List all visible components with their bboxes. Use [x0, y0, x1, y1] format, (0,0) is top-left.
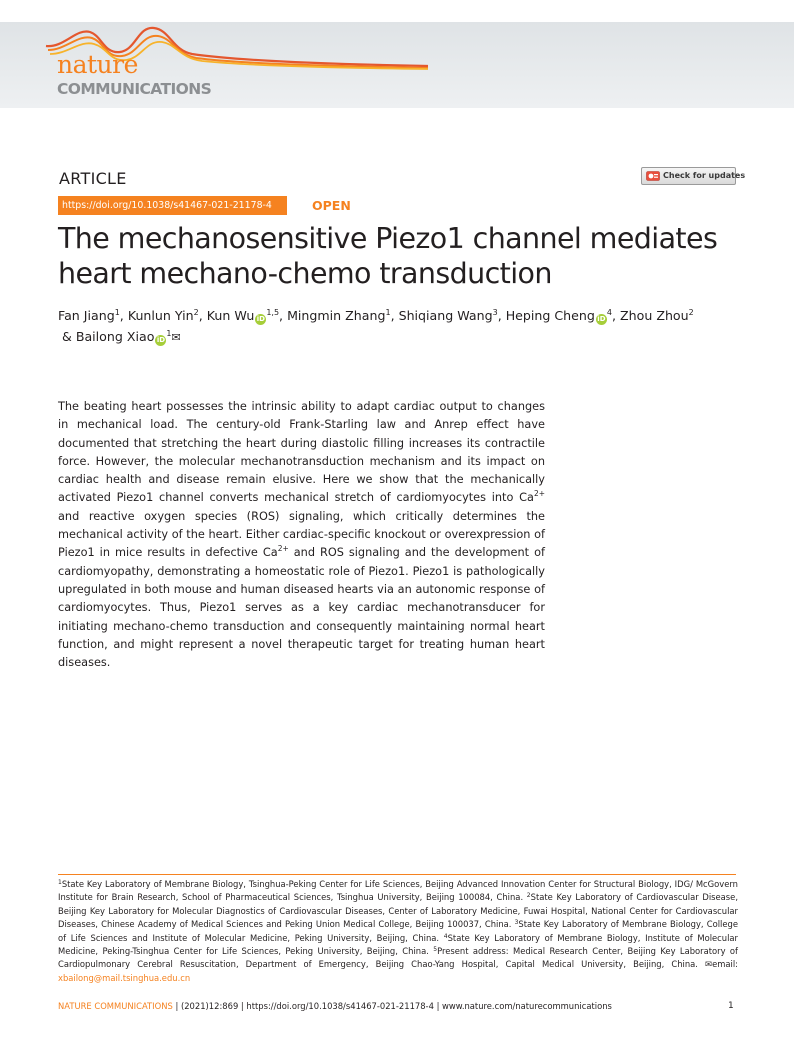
logo-word-communications: COMMUNICATIONS	[57, 80, 212, 98]
author[interactable]	[58, 308, 120, 323]
corresponding-email-link[interactable]: xbailong@mail.tsinghua.edu.cn	[58, 972, 191, 983]
check-for-updates-button[interactable]	[641, 167, 746, 185]
footer-citation: | (2021)12:869 | https://doi.org/10.1038/s41467-021-21178-4 | www.nature.com/naturecommunications	[172, 1001, 612, 1011]
abstract-text-1: The beating heart possesses the intrinsic ability to adapt cardiac output to changes in mechanical load. The century-old Frank-Starling law and Anrep effect have documented that stretching the heart during diastolic filling increases its contractile force. However, the molecular mechanotransduction mechanism and its impact on cardiac health and disease remain elusive. Here we show that the mechanically activated Piezo1 channel converts mechanical stretch of cardiomyocytes into Ca	[58, 400, 545, 505]
orcid-icon[interactable]: iD	[156, 336, 166, 344]
author-affiliation-number: 1	[114, 308, 120, 317]
page-number: 1	[728, 1001, 734, 1011]
corresponding-author-mail-icon: ✉	[171, 331, 181, 344]
author[interactable]	[287, 308, 391, 323]
affiliation-number-3: 3	[514, 919, 519, 927]
author-separator: ,	[497, 308, 506, 323]
affiliation-number-1: 1	[58, 879, 62, 886]
author[interactable]	[620, 308, 694, 323]
abstract	[58, 398, 545, 672]
author-affiliation-number: 3	[492, 308, 498, 317]
author-affiliation-number: 4	[606, 308, 612, 317]
author[interactable]	[207, 308, 279, 323]
open-access-label: OPEN	[312, 198, 351, 213]
author[interactable]	[76, 329, 181, 344]
article-type-label: ARTICLE	[59, 169, 127, 188]
title-line-2: heart mechano-chemo transduction	[58, 257, 552, 290]
author-separator: &	[58, 329, 76, 344]
article-title	[58, 221, 748, 291]
author-affiliation-number: 2	[193, 308, 199, 317]
author-separator: ,	[198, 308, 207, 323]
author-name: Zhou Zhou	[620, 308, 689, 323]
affiliation-number-5: 5	[433, 946, 438, 954]
affiliation-number-2: 2	[526, 892, 531, 900]
page-footer	[58, 999, 618, 1013]
author[interactable]	[506, 308, 612, 323]
author-affiliation-number: 1	[385, 308, 391, 317]
author-separator: ,	[390, 308, 399, 323]
email-label: email:	[712, 959, 738, 970]
footnote-divider	[58, 874, 736, 875]
author-name: Kun Wu	[206, 308, 255, 323]
author-affiliation-number: 2	[688, 308, 694, 317]
affiliation-5: Present address: Medical Research Center, Beijing Key Laboratory of Cardiopulmonary Cerebral Resuscitation, Department of Emergency, Beijing Chao-Yang Hospital, Capital Medical University, Beijing, China.	[58, 946, 738, 970]
author-name: Shiqiang Wang	[398, 308, 493, 323]
author-affiliation-number: 1	[166, 329, 172, 338]
author-separator: ,	[119, 308, 128, 323]
abstract-superscript-2: 2+	[277, 544, 289, 554]
footer-journal-name: NATURE COMMUNICATIONS	[58, 1001, 173, 1011]
logo-word-nature: nature	[57, 50, 138, 79]
affiliation-4: State Key Laboratory of Membrane Biology, Institute of Molecular Medicine, Peking-Tsinghua Center for Life Sciences, Peking University, Beijing, China.	[58, 932, 738, 957]
affiliation-1: State Key Laboratory of Membrane Biology, Tsinghua-Peking Center for Life Sciences, Beijing Advanced Innovation Center for Structural Biology, IDG/ McGovern Institute for Brain Research, School of Pharmaceutical Sciences, Tsinghua University, Beijing 100084, China.	[58, 879, 738, 903]
orcid-icon[interactable]: iD	[597, 315, 606, 323]
affiliation-2: State Key Laboratory of Cardiovascular Disease, Beijing Key Laboratory for Molecular Diagnostics of Cardiovascular Diseases, Center of Laboratory Medicine, Fuwai Hospital, National Center for Cardiovascular Diseases, Chinese Academy of Medical Sciences and Peking Union Medical College, Beijing 100037, China.	[58, 892, 738, 930]
author-name: Kunlun Yin	[127, 308, 194, 323]
author-list	[58, 305, 738, 348]
check-updates-icon	[646, 171, 660, 181]
author-name: Fan Jiang	[58, 308, 115, 323]
abstract-text-3: and ROS signaling and the development of cardiomyopathy, demonstrating a homeostatic role of Piezo1. Piezo1 is pathologically upregulated in both mouse and human diseased hearts via an autonomic response of cardiomyocytes. Thus, Piezo1 serves as a key cardiac mechanotransducer for initiating mechano-chemo transduction and consequently maintaining normal heart function, and might represent a novel therapeutic target for treating human heart diseases.	[58, 546, 545, 670]
affiliations	[58, 878, 738, 985]
orcid-icon[interactable]: iD	[256, 315, 265, 323]
affiliation-number-4: 4	[443, 932, 448, 940]
abstract-text-2: and reactive oxygen species (ROS) signaling, which critically determines the mechanical activity of the heart. Either cardiac-specific knockout or overexpression of Piezo1 in mice results in defective Ca	[58, 509, 545, 560]
title-line-1: The mechanosensitive Piezo1 channel mediates	[58, 222, 718, 255]
author-name: Heping Cheng	[505, 308, 595, 323]
author[interactable]	[128, 308, 199, 323]
author-name: Bailong Xiao	[75, 329, 155, 344]
author-separator: ,	[612, 308, 621, 323]
affiliation-3: State Key Laboratory of Membrane Biology, College of Life Sciences and Institute of Molecular Medicine, Peking University, Beijing, China.	[58, 919, 738, 943]
author[interactable]	[399, 308, 498, 323]
doi-link[interactable]: https://doi.org/10.1038/s41467-021-21178-4	[58, 196, 287, 215]
author-separator: ,	[279, 308, 288, 323]
email-envelope-icon: ✉	[705, 959, 713, 970]
author-affiliation-number: 1,5	[266, 308, 280, 317]
check-updates-label: Check for updates	[663, 171, 746, 180]
abstract-superscript-1: 2+	[533, 489, 545, 499]
author-name: Mingmin Zhang	[287, 308, 386, 323]
